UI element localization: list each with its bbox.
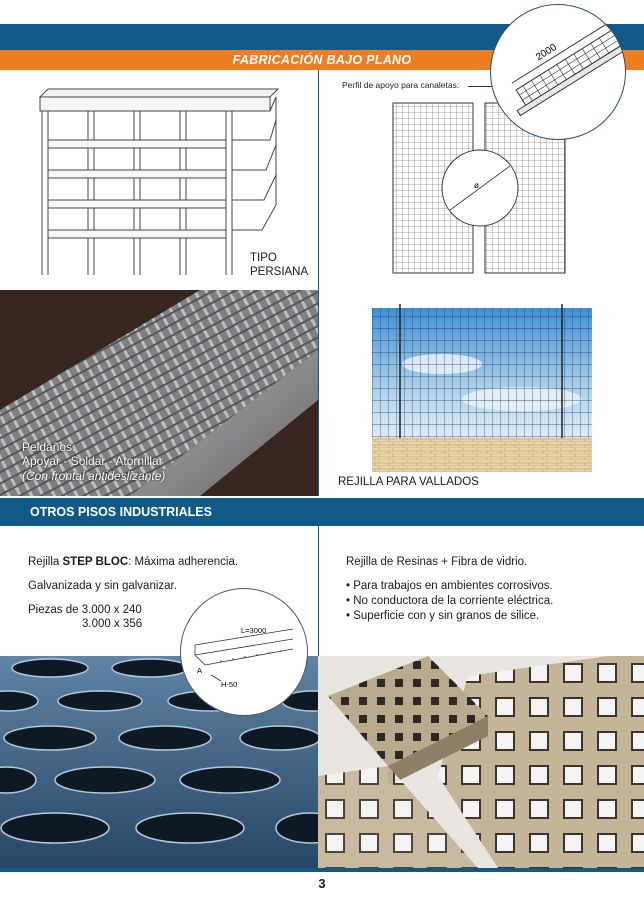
step-bloc-suffix: : Máxima adherencia. — [128, 556, 239, 568]
step-grating-photo — [0, 290, 318, 496]
resin-grating-photo — [318, 656, 644, 868]
peldanos-line3: (Con frontal antideslizante) — [22, 468, 166, 483]
step-bloc-line1 — [28, 555, 238, 571]
fence-caption: REJILLA PARA VALLADOS — [338, 476, 479, 488]
resin-title: Rejilla de Resinas + Fibra de vidrio. — [346, 556, 528, 568]
resin-bullet-2: • No conductora de la corriente eléctrica. — [346, 594, 553, 609]
peldanos-line2: Apoyar - Soldar - Atornillar — [22, 454, 163, 469]
resin-bullet-1: • Para trabajos en ambientes corrosivos. — [346, 579, 553, 594]
profile-label: Perfil de apoyo para canaletas: — [342, 80, 460, 90]
persiana-drawing — [30, 85, 280, 280]
resin-bullet-3: • Superficie con y sin granos de silice. — [346, 609, 553, 624]
step-bloc-diagram-circle — [180, 588, 308, 716]
peldanos-caption — [22, 440, 165, 483]
diagram-length-label: L=3000 — [241, 626, 267, 635]
profile-detail-drawing — [491, 5, 625, 139]
step-bloc-prefix: Rejilla — [28, 556, 63, 568]
header-title: FABRICACIÓN BAJO PLANO — [232, 53, 412, 67]
persiana-label-line2: PERSIANA — [250, 265, 309, 278]
persiana-label — [250, 252, 308, 280]
peldanos-line1: Peldaños: — [22, 440, 76, 454]
profile-detail-circle — [490, 4, 626, 140]
divider-vertical-bottom — [318, 526, 319, 656]
step-bloc-line3: Piezas de 3.000 x 240 — [28, 604, 142, 616]
persiana-label-line1: TIPO — [250, 252, 277, 264]
resin-bullets — [346, 579, 553, 624]
step-bloc-line2: Galvanizada y sin galvanizar. — [28, 580, 177, 592]
diagram-h-label: H-50 — [221, 680, 238, 689]
step-bloc-line4: 3.000 x 356 — [82, 618, 143, 630]
divider-vertical-mid — [318, 290, 319, 496]
resin-grating-art — [318, 656, 644, 868]
page-number: 3 — [318, 876, 326, 891]
footer-line — [0, 868, 644, 872]
profile-dimension: 2000 — [534, 42, 559, 64]
fence-illustration — [372, 304, 592, 474]
fence-art — [372, 304, 592, 474]
section2-title: OTROS PISOS INDUSTRIALES — [30, 505, 212, 519]
diagram-a-label: A — [197, 666, 203, 675]
diameter-symbol: ø — [474, 181, 479, 190]
step-bloc-bold: STEP BLOC — [62, 556, 129, 568]
step-bloc-diagram — [181, 589, 307, 715]
divider-vertical-top — [318, 70, 319, 290]
